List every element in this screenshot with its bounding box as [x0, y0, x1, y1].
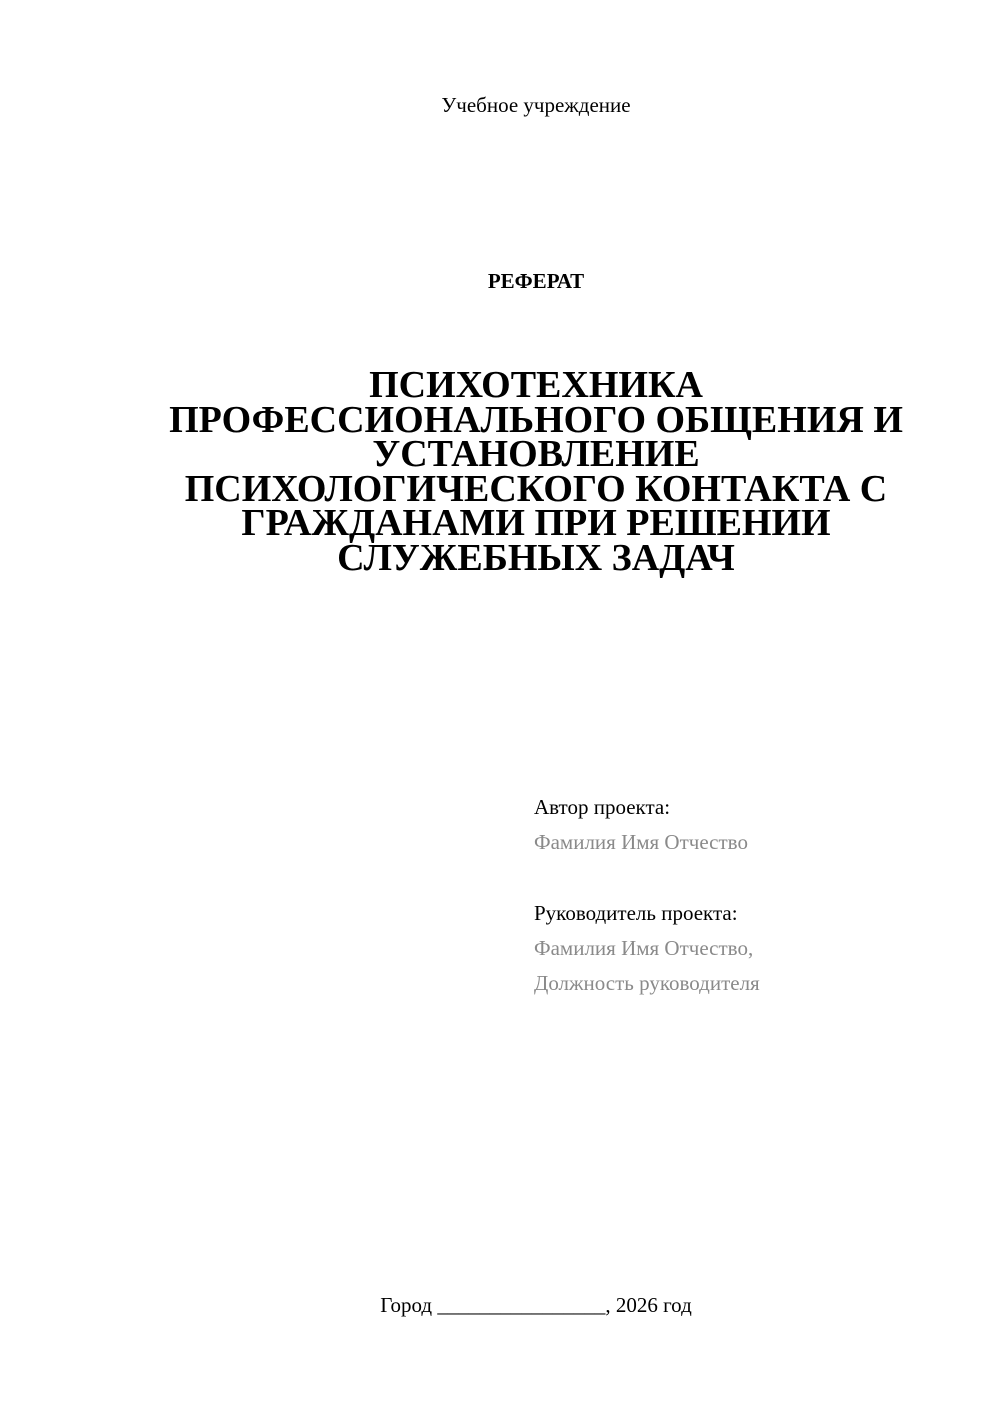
supervisor-name: Фамилия Имя Отчество,	[534, 936, 754, 960]
institution-name: Учебное учреждение	[441, 93, 631, 117]
title-line: УСТАНОВЛЕНИЕ	[372, 433, 700, 475]
supervisor-label: Руководитель проекта:	[534, 901, 738, 925]
title-line: СЛУЖЕБНЫХ ЗАДАЧ	[337, 536, 735, 579]
supervisor-position: Должность руководителя	[534, 971, 760, 995]
author-label: Автор проекта:	[534, 795, 671, 819]
spacer	[534, 860, 760, 896]
title-line: ПРОФЕССИОНАЛЬНОГО ОБЩЕНИЯ И	[169, 398, 903, 441]
author-name: Фамилия Имя Отчество	[534, 830, 748, 854]
title-line: ПСИХОЛОГИЧЕСКОГО КОНТАКТА С	[184, 467, 888, 510]
document-title	[120, 364, 952, 579]
city-year-line: Город ________________, 2026 год	[380, 1293, 692, 1317]
title-line: ПСИХОТЕХНИКА	[369, 364, 703, 406]
project-info-block	[534, 790, 760, 1001]
title-line: ГРАЖДАНАМИ ПРИ РЕШЕНИИ	[241, 502, 831, 544]
document-type: РЕФЕРАТ	[487, 269, 585, 293]
